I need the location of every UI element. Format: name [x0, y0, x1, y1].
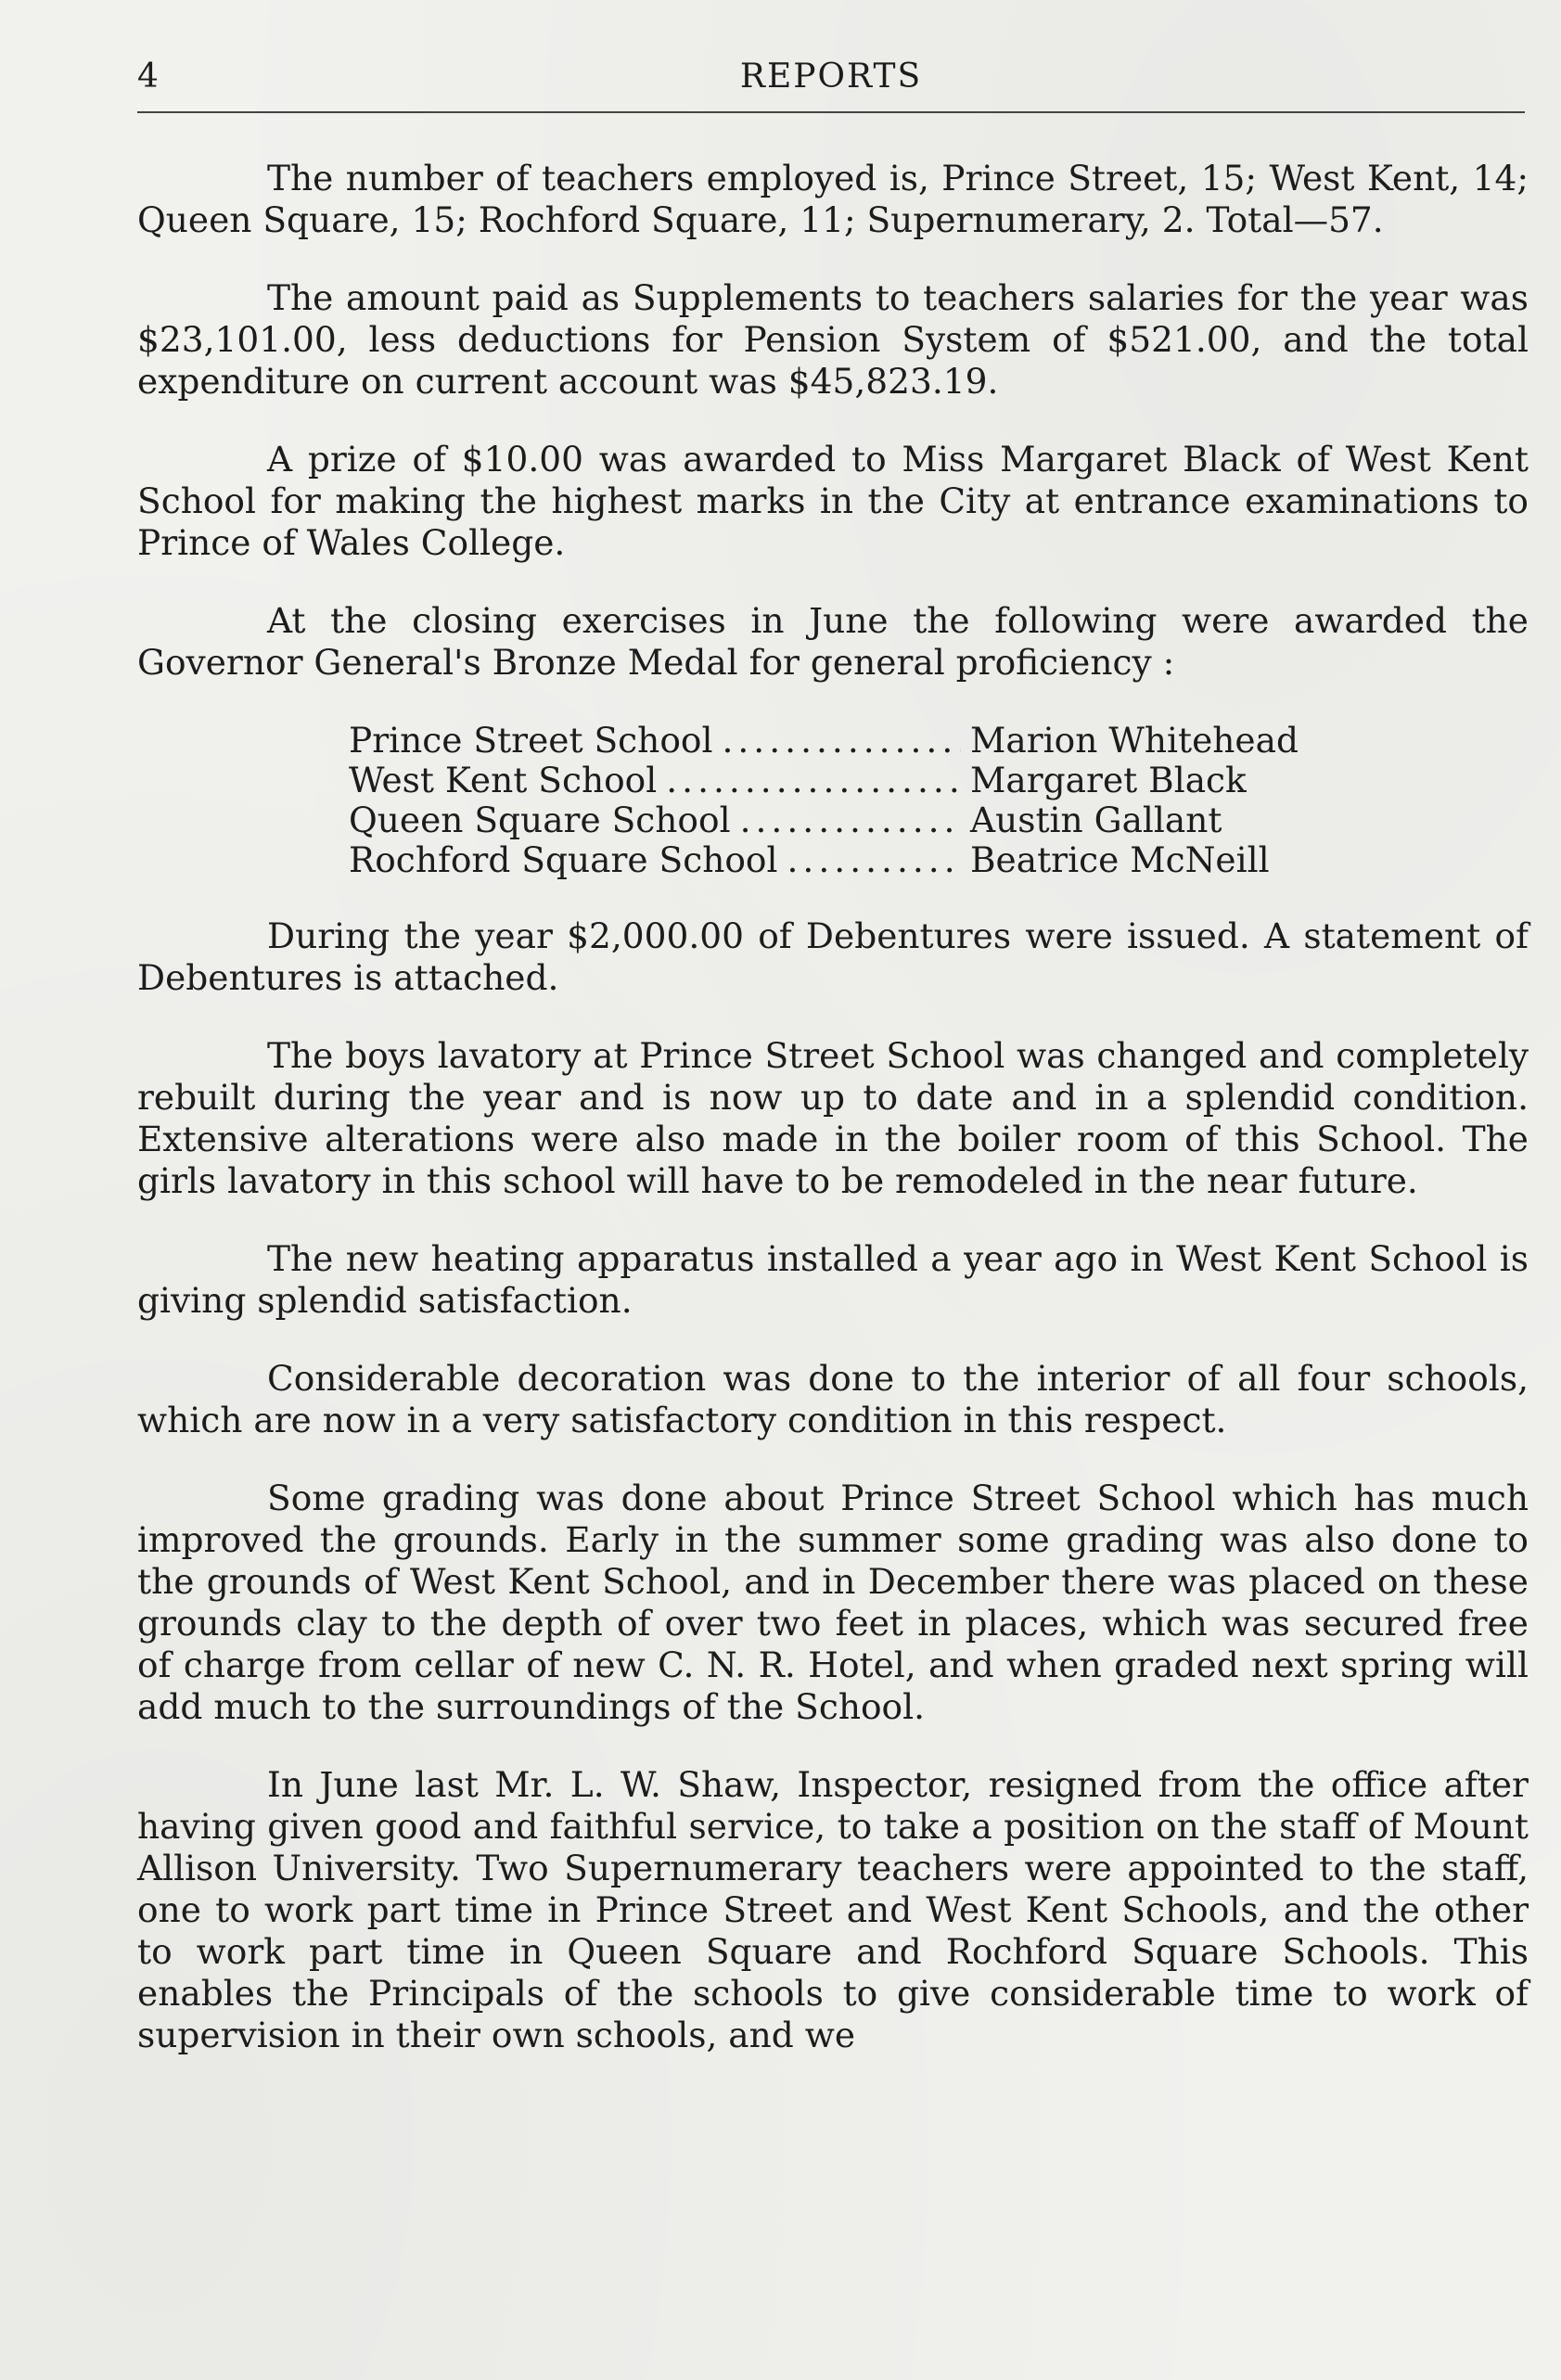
paragraph-grading: Some grading was done about Prince Street School which has much improved the grounds. Early in the summer some grading was also done to the grounds of West Kent School, and in December there was placed on these grounds clay to the depth of over two feet in places, which was secured free of charge from cellar of new C. N. R. Hotel, and when graded next spring will add much to the surroundings of the School.	[137, 1478, 1529, 1727]
body-text	[137, 158, 1529, 2092]
paragraph-debentures: During the year $2,000.00 of Debentures were issued. A statement of Debentures is attached.	[137, 915, 1529, 998]
list-item	[349, 839, 1323, 879]
paragraph-teachers-employed: The number of teachers employed is, Prince Street, 15; West Kent, 14; Queen Square, 15; Rochford Square, 11; Supernumerary, 2. Total—57.	[137, 158, 1529, 240]
paragraph-medal-intro: At the closing exercises in June the following were awarded the Governor General's Bronze Medal for general proficiency :	[137, 600, 1529, 683]
paragraph-heating: The new heating apparatus installed a year ago in West Kent School is giving splendid satisfaction.	[137, 1238, 1529, 1321]
medal-school: Rochford Square School	[349, 839, 778, 880]
medal-winner: Marion Whitehead	[970, 720, 1299, 761]
paragraph-lavatory: The boys lavatory at Prince Street School was changed and completely rebuilt during the year and is now up to date and in a splendid condition. Extensive alterations were also made in the boiler room of this School. The girls lavatory in this school will have to be remodeled in the near future.	[137, 1035, 1529, 1201]
list-item	[349, 800, 1323, 839]
paragraph-supplements: The amount paid as Supplements to teachers salaries for the year was $23,101.00, less deductions for Pension System of $521.00, and the total expenditure on current account was $45,823.19.	[137, 277, 1529, 402]
paragraph-inspector: In June last Mr. L. W. Shaw, Inspector, resigned from the office after having given good and faithful service, to take a position on the staff of Mount Allison University. Two Supernumerary teachers were appointed to the staff, one to work part time in Prince Street and West Kent Schools, and the other to work part time in Queen Square and Rochford Square Schools. This enables the Principals of the schools to give considerable time to work of supervision in their own schools, and we	[137, 1764, 1529, 2055]
medal-winners-list	[349, 720, 1323, 879]
paragraph-prize: A prize of $10.00 was awarded to Miss Margaret Black of West Kent School for making the highest marks in the City at entrance examinations to Prince of Wales College.	[137, 439, 1529, 563]
medal-school: Prince Street School	[349, 720, 713, 761]
page-header	[137, 54, 1525, 113]
medal-winner: Austin Gallant	[970, 800, 1222, 840]
medal-winner: Beatrice McNeill	[970, 839, 1270, 880]
running-head: REPORTS	[739, 58, 923, 96]
medal-school: Queen Square School	[349, 800, 731, 840]
list-item	[349, 720, 1323, 760]
dot-leader	[722, 720, 961, 761]
page-number: 4	[137, 58, 160, 96]
dot-leader	[787, 839, 961, 881]
medal-winner: Margaret Black	[970, 760, 1247, 800]
paragraph-decoration: Considerable decoration was done to the interior of all four schools, which are now in a very satisfactory condition in this respect.	[137, 1358, 1529, 1440]
medal-school: West Kent School	[349, 760, 658, 800]
dot-leader	[740, 800, 961, 841]
list-item	[349, 760, 1323, 800]
dot-leader	[666, 760, 961, 801]
